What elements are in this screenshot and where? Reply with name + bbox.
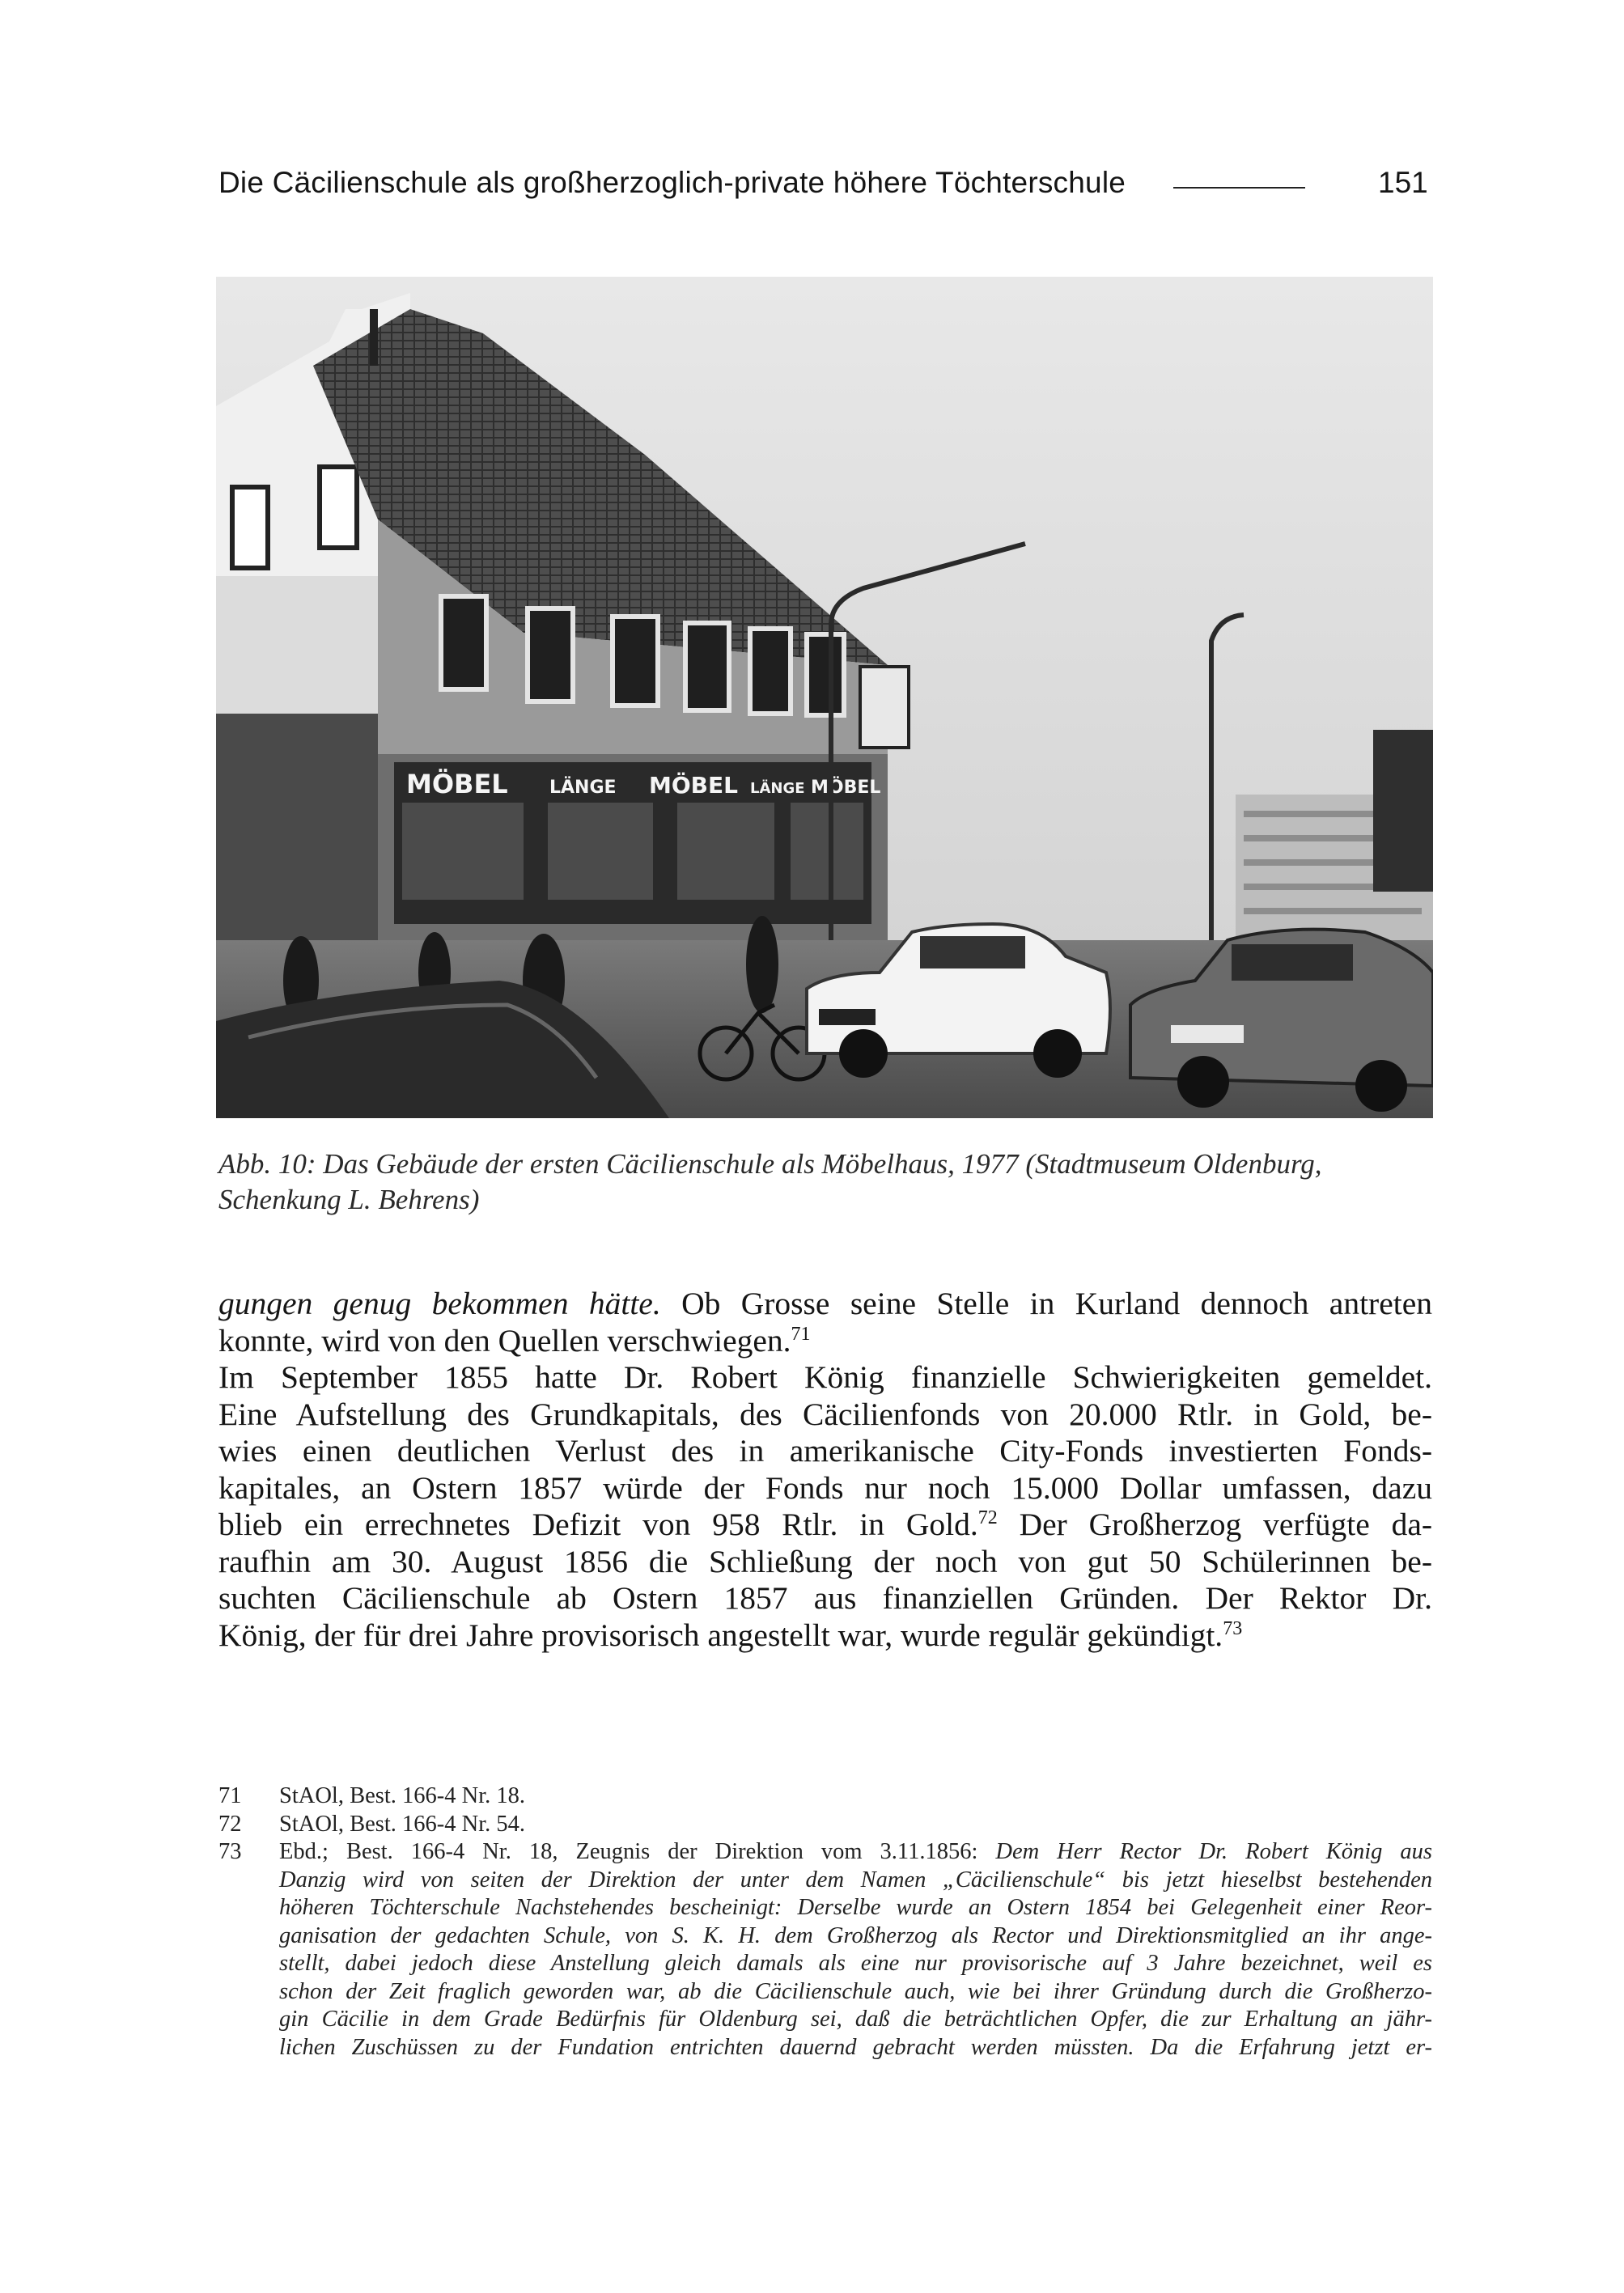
caption-line-2: Schenkung L. Behrens) <box>218 1184 480 1215</box>
footnotes <box>218 1782 1432 2062</box>
chimney <box>370 309 378 366</box>
body-line-2 <box>218 1323 1432 1360</box>
footnote-73-line-1 <box>279 1838 1432 1867</box>
body-line-5: wies einen deutlichen Verlust des in amerikanische City-Fonds investierten Fonds- <box>218 1433 1432 1469</box>
body-line-8: raufhin am 30. August 1856 die Schließung der noch von gut 50 Schülerinnen be- <box>218 1543 1432 1579</box>
caption-line-1: Abb. 10: Das Gebäude der ersten Cäcilienschule als Möbelhaus, 1977 (Stadtmuseum Oldenburg, <box>218 1148 1322 1180</box>
footnote-ref-73: 73 <box>1223 1617 1243 1639</box>
body-line-1-italic: gungen genug bekommen hätte. <box>218 1286 661 1321</box>
sign-laenge-1: LÄNGE <box>549 778 617 798</box>
footnote-73-line-2: Danzig wird von seiten der Direktion der unter dem Namen „Cäcilienschule“ bis jetzt hieselbst bestehenden <box>279 1867 1432 1892</box>
body-line-10 <box>218 1617 1432 1655</box>
building-photo <box>216 277 1433 1118</box>
sign-moebel-2: MÖBEL <box>649 772 738 799</box>
footnote-73-line-1-italic: Dem Herr Rector Dr. Robert König aus <box>995 1839 1432 1864</box>
sign-moebel-1: MÖBEL <box>406 769 508 799</box>
body-line-4: Eine Aufstellung des Grundkapitals, des Cäcilienfonds von 20.000 Rtlr. in Gold, be- <box>218 1396 1432 1432</box>
footnote-73-line-8: lichen Zuschüssen zu der Fundation entrichten dauernd gebracht werden müssten. Da die Erfahrung jetzt er- <box>279 2034 1432 2060</box>
body-text <box>218 1286 1432 1654</box>
footnote-text: StAOl, Best. 166-4 Nr. 54. <box>279 1811 526 1837</box>
page-number: 151 <box>1378 166 1428 199</box>
footnote-text: StAOl, Best. 166-4 Nr. 18. <box>279 1783 526 1808</box>
figure-photo <box>216 277 1433 1118</box>
body-line-2-text: konnte, wird von den Quellen verschwiegen. <box>218 1322 791 1358</box>
footnote-ref-71: 71 <box>791 1323 811 1345</box>
sign-laenge-2: LÄNGE <box>750 780 805 797</box>
body-line-7-b: Der Großherzog verfügte da- <box>997 1507 1433 1542</box>
footnote-73-line-7: gin Cäcilie in dem Grade Bedürfnis für Oldenburg sei, daß die beträchtlichen Opfer, die zur Erhaltung an jähr- <box>279 2007 1432 2032</box>
header-rule <box>1173 187 1305 189</box>
footnote-number: 71 <box>218 1783 242 1808</box>
body-line-6: kapitales, an Ostern 1857 würde der Fonds nur noch 15.000 Dollar umfassen, dazu <box>218 1469 1432 1506</box>
footnote-71 <box>218 1782 1432 1811</box>
hanging-sign <box>860 667 909 748</box>
body-line-10-text: König, der für drei Jahre provisorisch angestellt war, wurde regulär gekündigt. <box>218 1617 1223 1653</box>
body-line-1 <box>218 1286 1432 1323</box>
footnote-73-line-6: schon der Zeit fraglich geworden war, ab die Cäcilienschule auch, wie bei ihrer Gründung durch die Großherzo- <box>279 1978 1432 2004</box>
footnote-73-line-3: höheren Töchterschule Nachstehendes bescheinigt: Derselbe wurde an Ostern 1854 bei Gelegenheit einer Reor- <box>279 1895 1432 1920</box>
body-line-9: suchten Cäcilienschule ab Ostern 1857 aus finanziellen Gründen. Der Rektor Dr. <box>218 1580 1432 1616</box>
body-line-7-a: blieb ein errechnetes Defizit von 958 Rtlr. in Gold. <box>218 1507 978 1542</box>
footnote-73-line-4: ganisation der gedachten Schule, von S. K. H. dem Großherzog als Rector und Direktionsmitglied an ihr ange- <box>279 1922 1432 1948</box>
running-title: Die Cäcilienschule als großherzoglich-private höhere Töchterschule <box>218 166 1126 199</box>
body-line-7 <box>218 1507 1432 1544</box>
sign-moebel-3: MÖBEL <box>811 778 881 798</box>
footnote-number: 72 <box>218 1811 242 1837</box>
footnote-ref-72: 72 <box>977 1507 998 1528</box>
footnote-number: 73 <box>218 1839 242 1864</box>
running-header <box>218 166 1432 214</box>
figure-caption <box>218 1146 1432 1218</box>
footnote-72 <box>218 1811 1432 1839</box>
body-line-3: Im September 1855 hatte Dr. Robert König finanzielle Schwierigkeiten gemeldet. <box>218 1359 1432 1395</box>
body-line-1-rest: Ob Grosse seine Stelle in Kurland dennoch antreten <box>660 1286 1432 1321</box>
footnote-73-line-1-plain: Ebd.; Best. 166-4 Nr. 18, Zeugnis der Direktion vom 3.11.1856: <box>279 1839 996 1864</box>
footnote-73-line-5: stellt, dabei jedoch diese Anstellung gleich damals als eine nur provisorische auf 3 Jahre bezeichnet, weil es <box>279 1951 1432 1976</box>
footnote-73 <box>218 1838 1432 2062</box>
